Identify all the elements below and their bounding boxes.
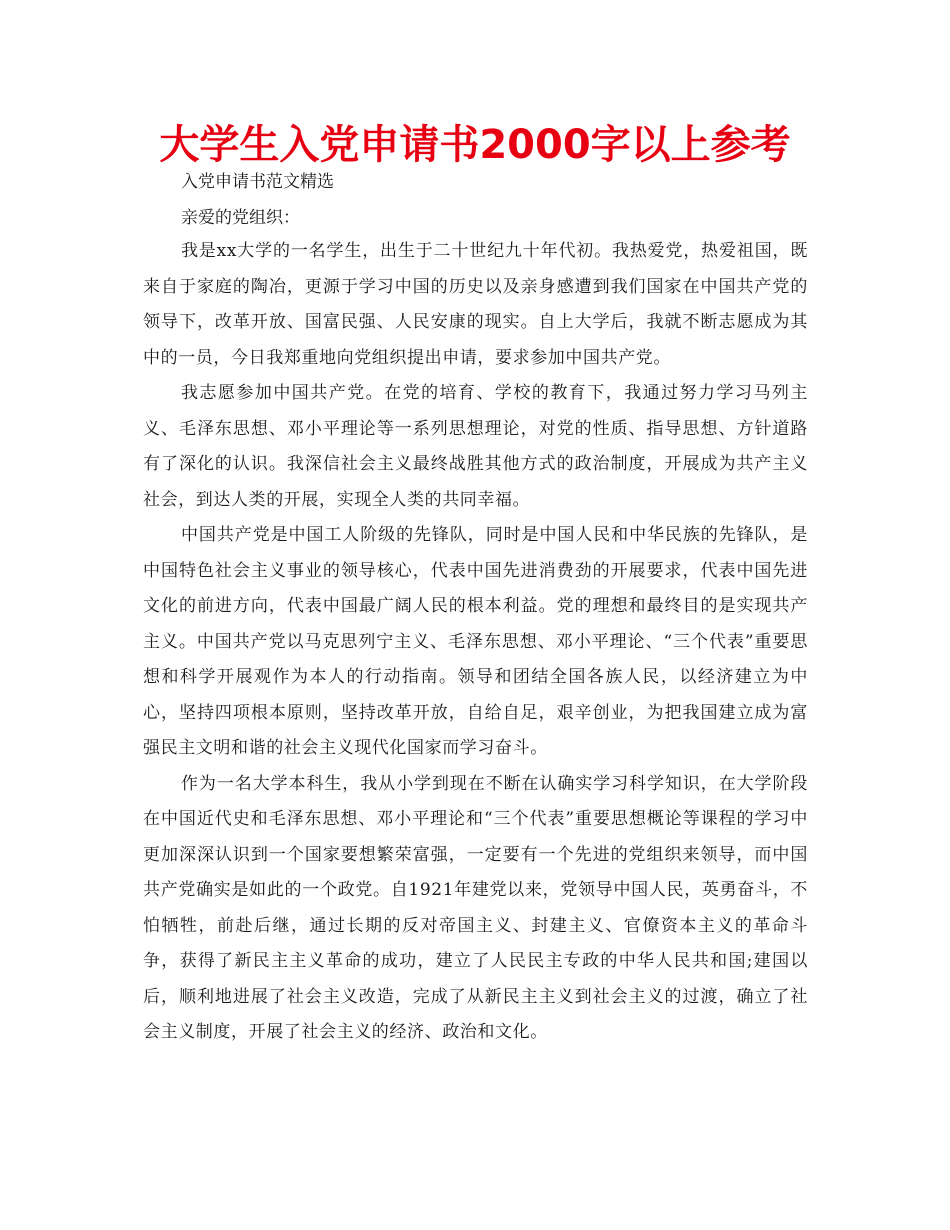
body-paragraph: 作为一名大学本科生，我从小学到现在不断在认确实学习科学知识，在大学阶段在中国近代史和毛泽东思想、邓小平理论和“三个代表”重要思想概论等课程的学习中更加深深认识到一个国家要想繁荣富强，一定要有一个先进的党组织来领导，而中国共产党确实是如此的一个政党。自1921年建党以来，党领导中国人民，英勇奋斗，不怕牺牲，前赴后继，通过长期的反对帝国主义、封建主义、官僚资本主义的革命斗争，获得了新民主主义革命的成功，建立了人民民主专政的中华人民共和国;建国以后，顺利地进展了社会主义改造，完成了从新民主主义到社会主义的过渡，确立了社会主义制度，开展了社会主义的经济、政治和文化。 <box>143 773 808 1042</box>
body-paragraph: 我是xx大学的一名学生，出生于二十世纪九十年代初。我热爱党，热爱祖国，既来自于家庭的陶冶，更源于学习中国的历史以及亲身感遭到我们国家在中国共产党的领导下，改革开放、国富民强、人民安康的现实。自上大学后，我就不断志愿成为其中的一员，今日我郑重地向党组织提出申请，要求参加中国共产党。 <box>143 241 808 368</box>
salutation: 亲爱的党组织： <box>181 208 300 228</box>
document-body <box>143 234 808 1051</box>
body-paragraph: 我志愿参加中国共产党。在党的培育、学校的教育下，我通过努力学习马列主义、毛泽东思想、邓小平理论等一系列思想理论，对党的性质、指导思想、方针道路有了深化的认识。我深信社会主义最终战胜其他方式的政治制度，开展成为共产主义社会，到达人类的开展，实现全人类的共同幸福。 <box>143 383 808 510</box>
document-title: 大学生入党申请书2000字以上参考 <box>159 122 791 168</box>
body-paragraph: 中国共产党是中国工人阶级的先锋队，同时是中国人民和中华民族的先锋队，是中国特色社会主义事业的领导核心，代表中国先进消费劲的开展要求，代表中国先进文化的前进方向，代表中国最广阔人民的根本利益。党的理想和最终目的是实现共产主义。中国共产党以马克思列宁主义、毛泽东思想、邓小平理论、“三个代表”重要思想和科学开展观作为本人的行动指南。领导和团结全国各族人民，以经济建立为中心，坚持四项根本原则，坚持改革开放，自给自足，艰辛创业，为把我国建立成为富强民主文明和谐的社会主义现代化国家而学习奋斗。 <box>143 525 808 758</box>
document-subtitle: 入党申请书范文精选 <box>181 172 334 192</box>
